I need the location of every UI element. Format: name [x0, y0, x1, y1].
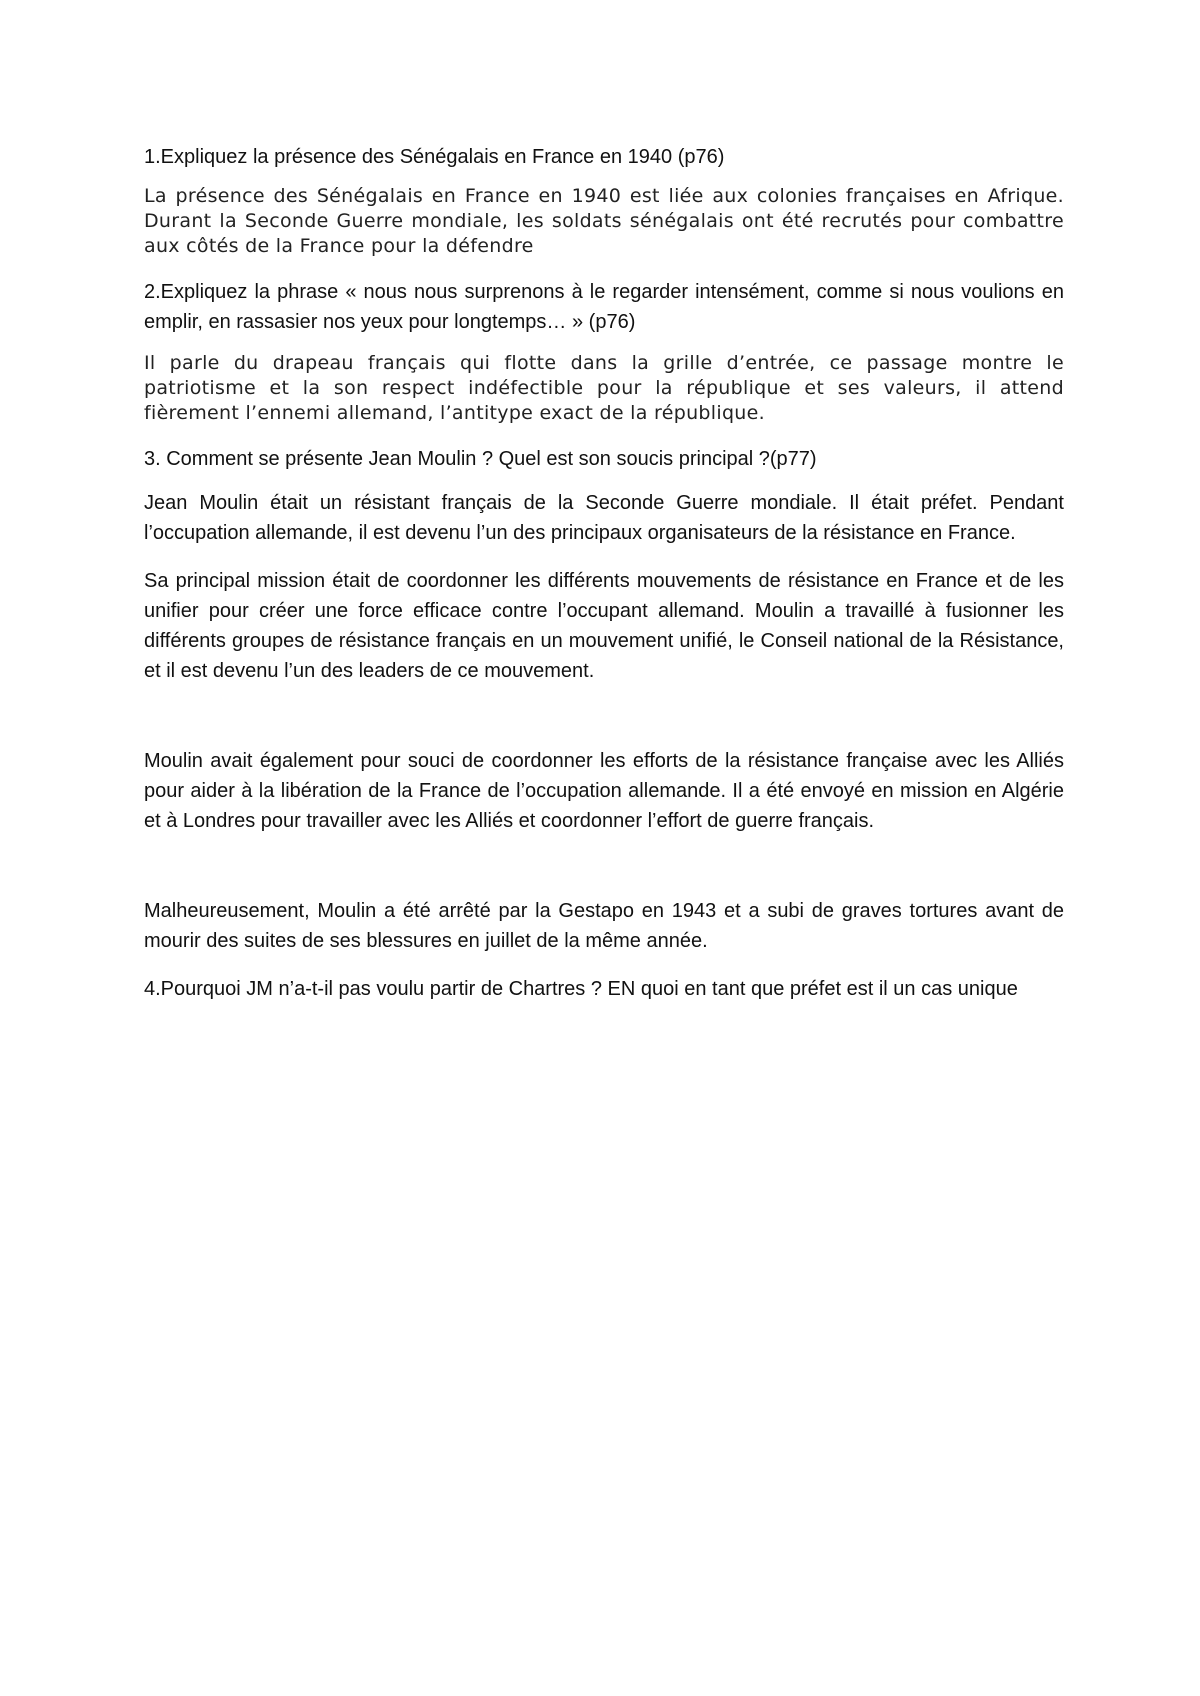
answer-3-paragraph-3: Moulin avait également pour souci de coordonner les efforts de la résistance française avec les Alliés pour aider à la libération de la France de l’occupation allemande. Il a été envoyé en mission en Algérie et à Londres pour travailler avec les Alliés et coordonner l’effort de guerre français.: [144, 750, 1064, 832]
answer-2: Il parle du drapeau français qui flotte dans la grille d’entrée, ce passage montre le patriotisme et la son respect indéfectible pour la république et ses valeurs, il attend fièrement l’ennemi allemand, l’antitype exact de la république.: [144, 352, 1064, 424]
answer-3-paragraph-2: Sa principal mission était de coordonner les différents mouvements de résistance en France et de les unifier pour créer une force efficace contre l’occupant allemand. Moulin a travaillé à fusionner les différents groupes de résistance français en un mouvement unifié, le Conseil national de la Résistance, et il est devenu l’un des leaders de ce mouvement.: [144, 570, 1064, 682]
answer-3-paragraph-1: Jean Moulin était un résistant français de la Seconde Guerre mondiale. Il était préfet. Pendant l’occupation allemande, il est devenu l’un des principaux organisateurs de la résistance en France.: [144, 492, 1064, 544]
answer-1: La présence des Sénégalais en France en 1940 est liée aux colonies françaises en Afrique. Durant la Seconde Guerre mondiale, les soldats sénégalais ont été recrutés pour combattre aux côtés de la France pour la défendre: [144, 185, 1064, 257]
question-1: 1.Expliquez la présence des Sénégalais en France en 1940 (p76): [144, 146, 725, 168]
document-body: [144, 142, 1064, 1018]
question-2: 2.Expliquez la phrase « nous nous surprenons à le regarder intensément, comme si nous voulions en emplir, en rassasier nos yeux pour longtemps… » (p76): [144, 281, 1064, 333]
question-3: 3. Comment se présente Jean Moulin ? Quel est son soucis principal ?(p77): [144, 448, 817, 470]
answer-3-paragraph-4: Malheureusement, Moulin a été arrêté par la Gestapo en 1943 et a subi de graves tortures avant de mourir des suites de ses blessures en juillet de la même année.: [144, 900, 1064, 952]
question-4: 4.Pourquoi JM n’a-t-il pas voulu partir de Chartres ? EN quoi en tant que préfet est il un cas unique: [144, 978, 1018, 1000]
